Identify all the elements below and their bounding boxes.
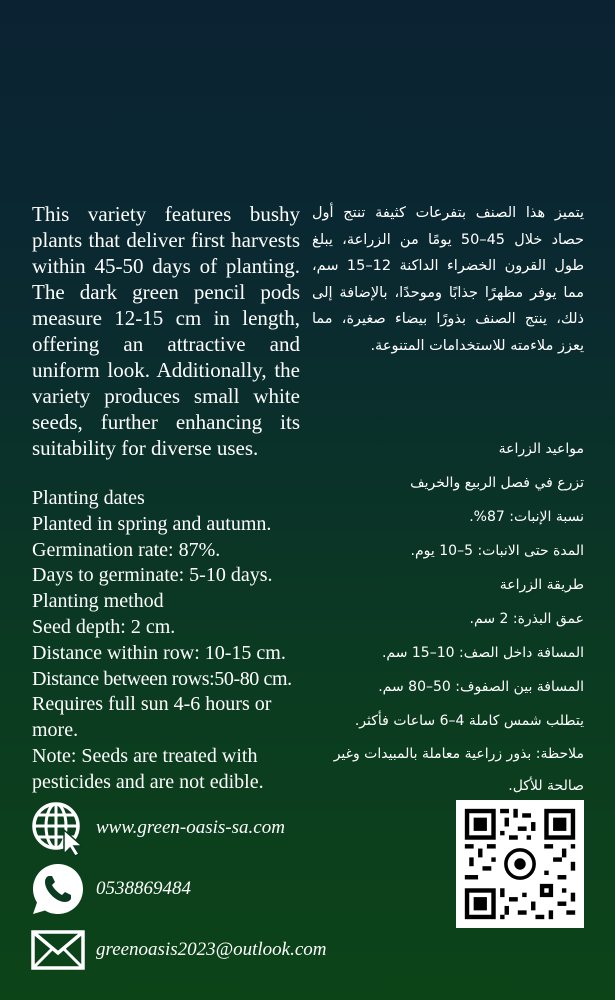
days-to-germinate: Days to germinate: 5-10 days. bbox=[32, 564, 273, 587]
ar-planting-dates-heading: مواعيد الزراعة bbox=[498, 441, 584, 457]
phone-number[interactable]: 0538869484 bbox=[96, 878, 191, 899]
ar-days-to-germinate: المدة حتى الانبات: 5–10 يوم. bbox=[410, 543, 584, 559]
ar-distance-within-row: المسافة داخل الصف: 10–15 سم. bbox=[381, 645, 584, 661]
phone-row[interactable] bbox=[30, 861, 191, 917]
pesticide-note: Note: Seeds are treated with pesticides and are not edible. bbox=[32, 744, 264, 793]
qr-code-icon bbox=[456, 800, 584, 928]
ar-pesticide-note: ملاحظة: بذور زراعية معاملة بالمبيدات وغير صالحة للأكل. bbox=[333, 746, 584, 794]
english-description: This variety features bushy plants that deliver first harvests within 45-50 days of planting. The dark green pencil pods measure 12-15 cm in length, offering an attractive and uniform look. Additionally, the variety produces small white seeds, further enhancing its suitability for diverse uses. bbox=[32, 202, 300, 460]
ar-sun-requirement: يتطلب شمس كاملة 4–6 ساعات فأكثر. bbox=[354, 713, 584, 729]
arabic-description: يتميز هذا الصنف بتفرعات كثيفة تنتج أول حصاد خلال 45–50 يومًا من الزراعة، يبلغ طول القرون الخضراء الداكنة 12–15 سم، مما يوفر مظهرًا جذابًا وموحدًا، بالإضافة إلى ذلك، ينتج الصنف بذورًا بيضاء صغيرة، مما يعزز ملاءمته للاستخدامات المتنوعة. bbox=[312, 205, 585, 354]
distance-between-rows: Distance between rows:50-80 cm. bbox=[32, 667, 292, 690]
whatsapp-icon bbox=[30, 861, 86, 917]
qr-code[interactable] bbox=[456, 800, 584, 928]
planting-dates-heading: Planting dates bbox=[32, 487, 145, 509]
seed-depth: Seed depth: 2 cm. bbox=[32, 615, 176, 638]
email-row[interactable] bbox=[30, 922, 327, 978]
website-link[interactable]: www.green-oasis-sa.com bbox=[96, 817, 285, 838]
email-link[interactable]: greenoasis2023@outlook.com bbox=[96, 939, 327, 960]
ar-distance-between-rows: المسافة بين الصفوف: 50–80 سم. bbox=[378, 679, 584, 695]
germination-rate: Germination rate: 87%. bbox=[32, 538, 221, 561]
envelope-icon bbox=[30, 922, 86, 978]
globe-cursor-icon bbox=[30, 800, 86, 856]
ar-germination-rate: نسبة الإنبات: 87%. bbox=[469, 509, 584, 525]
sun-requirement: Requires full sun 4-6 hours or more. bbox=[32, 693, 272, 742]
planting-method-heading: Planting method bbox=[32, 590, 164, 613]
distance-within-row: Distance within row: 10-15 cm. bbox=[32, 641, 286, 664]
ar-seed-depth: عمق البذرة: 2 سم. bbox=[469, 611, 584, 627]
ar-planting-method-heading: طريقة الزراعة bbox=[499, 577, 584, 593]
planting-dates: Planted in spring and autumn. bbox=[32, 512, 272, 535]
website-row[interactable] bbox=[30, 800, 285, 856]
ar-planting-dates: تزرع في فصل الربيع والخريف bbox=[410, 475, 584, 491]
english-details bbox=[32, 486, 322, 796]
arabic-details bbox=[300, 432, 584, 802]
